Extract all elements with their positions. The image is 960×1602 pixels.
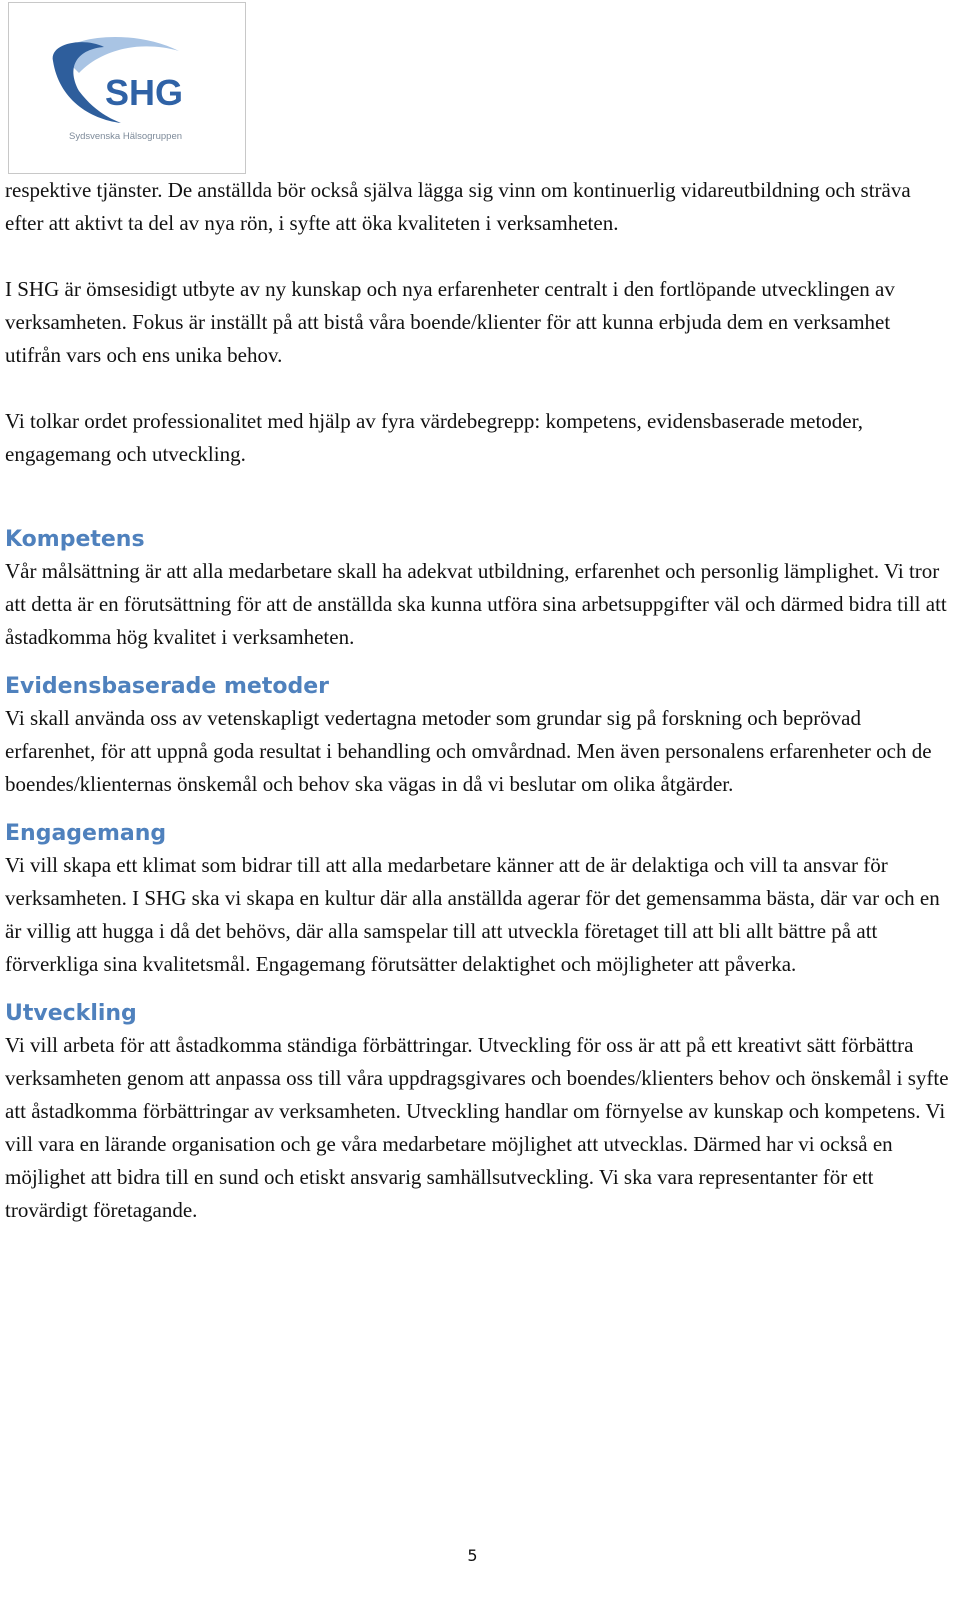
intro-paragraph-2: I SHG är ömsesidigt utbyte av ny kunskap och nya erfarenheter centralt i den fortlöpande utvecklingen av verksamheten. Fokus är inställt på att bistå våra boende/klienter för att kunna erbjuda dem en verksamhet utifrån vars och ens unika behov. <box>5 277 895 367</box>
heading-engagemang: Engagemang <box>5 821 167 846</box>
logo-tagline: Sydsvenska Hälsogruppen <box>69 131 183 142</box>
heading-evidensbaserade-metoder: Evidensbaserade metoder <box>5 674 329 699</box>
heading-kompetens: Kompetens <box>5 527 145 552</box>
document-body <box>5 174 950 1227</box>
body-kompetens: Vår målsättning är att alla medarbetare skall ha adekvat utbildning, erfarenhet och personlig lämplighet. Vi tror att detta är en förutsättning för att de anställda ska kunna utföra sina arbetsuppgifter väl och därmed bidra till att åstadkomma hög kvalitet i verksamheten. <box>5 559 947 649</box>
shg-logo <box>8 2 246 174</box>
logo-wordmark: SHG <box>105 72 184 113</box>
heading-utveckling: Utveckling <box>5 1001 137 1026</box>
body-utveckling: Vi vill arbeta för att åstadkomma ständiga förbättringar. Utveckling för oss är att på ett kreativt sätt förbättra verksamheten genom att anpassa oss till våra uppdragsgivares och boendes/klienters behov och önskemål i syfte att åstadkomma förbättringar av verksamheten. Utveckling handlar om förnyelse av kunskap och kompetens. Vi vill vara en lärande organisation och ge våra medarbetare möjlighet att utvecklas. Därmed har vi också en möjlighet att bidra till en sund och etiskt ansvarig samhällsutveckling. Vi ska vara representanter för ett trovärdigt företagande. <box>5 1033 949 1222</box>
page-number: 5 <box>467 1546 478 1565</box>
body-engagemang: Vi vill skapa ett klimat som bidrar till att alla medarbetare känner att de är delaktiga och vill ta ansvar för verksamheten. I SHG ska vi skapa en kultur där alla anställda agerar för det gemensamma bästa, där var och en är villig att hugga i då det behövs, där alla samspelar till att utveckla företaget till att bli allt bättre på att förverkliga sina kvalitetsmål. Engagemang förutsätter delaktighet och möjligheter att påverka. <box>5 853 940 976</box>
shg-logo-graphic <box>9 3 247 175</box>
intro-paragraph-3: Vi tolkar ordet professionalitet med hjälp av fyra värdebegrepp: kompetens, evidensbaserade metoder, engagemang och utveckling. <box>5 409 864 466</box>
intro-paragraph-1: respektive tjänster. De anställda bör också själva lägga sig vinn om kontinuerlig vidareutbildning och sträva efter att aktivt ta del av nya rön, i syfte att öka kvaliteten i verksamheten. <box>5 178 911 235</box>
body-evidensbaserade-metoder: Vi skall använda oss av vetenskapligt vedertagna metoder som grundar sig på forskning och beprövad erfarenhet, för att uppnå goda resultat i behandling och omvårdnad. Men även personalens erfarenheter och de boendes/klienternas önskemål och behov ska vägas in då vi beslutar om olika åtgärder. <box>5 706 932 796</box>
